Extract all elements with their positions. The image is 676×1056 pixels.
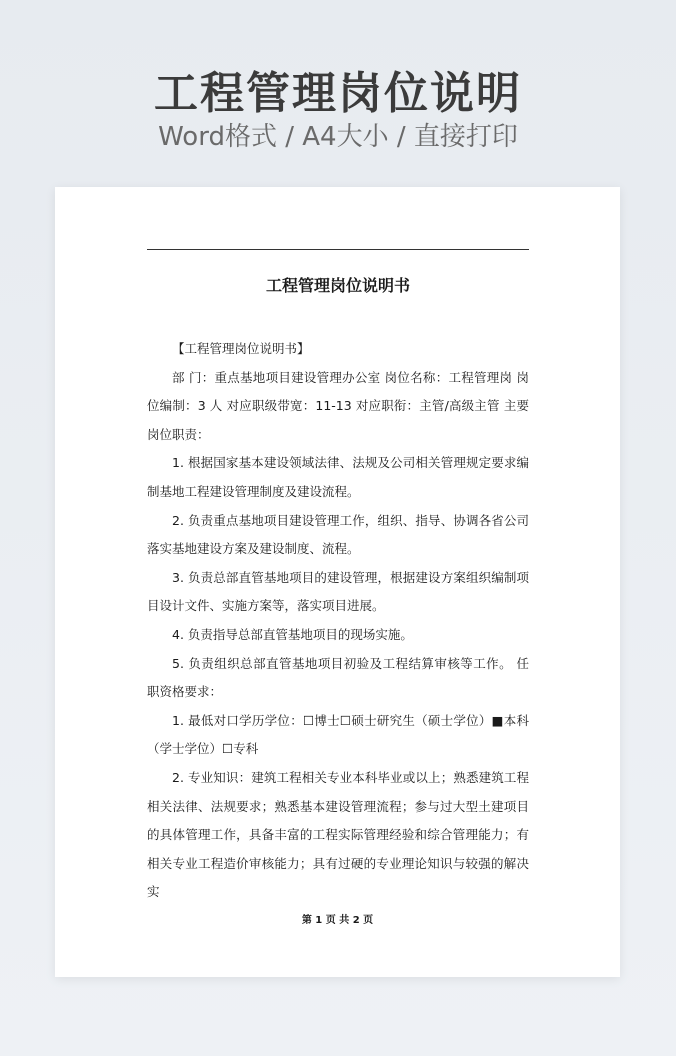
paragraph-duty-1: 1. 根据国家基本建设领域法律、法规及公司相关管理规定要求编制基地工程建设管理制度及建设流程。 — [147, 455, 529, 499]
paragraph-requirement-1: 1. 最低对口学历学位：☐博士☐硕士研究生（硕士学位）■本科（学士学位）☐专科 — [147, 712, 529, 757]
document-body — [147, 335, 529, 907]
banner-subtitle: Word格式 / A4大小 / 直接打印 — [158, 122, 518, 152]
document-page — [55, 187, 620, 977]
paragraph-duty-5: 5. 负责组织总部直管基地项目初验及工程结算审核等工作。 任职资格要求： — [147, 655, 529, 700]
paragraph-heading: 【工程管理岗位说明书】 — [172, 341, 310, 356]
document-title: 工程管理岗位说明书 — [265, 276, 410, 295]
paragraph-duty-2: 2. 负责重点基地项目建设管理工作，组织、指导、协调各省公司落实基地建设方案及建设制度、流程。 — [147, 512, 529, 557]
banner-title: 工程管理岗位说明 — [154, 68, 522, 119]
paragraph-duty-3: 3. 负责总部直管基地项目的建设管理，根据建设方案组织编制项目设计文件、实施方案等，落实项目进展。 — [147, 569, 529, 614]
paragraph-duty-4: 4. 负责指导总部直管基地项目的现场实施。 — [172, 626, 413, 642]
paragraph-position-info: 部 门：重点基地项目建设管理办公室 岗位名称：工程管理岗 岗位编制：3 人 对应职级带宽：11-13 对应职衔：主管/高级主管 主要岗位职责： — [147, 369, 529, 442]
page-footer: 第 1 页 共 2 页 — [301, 915, 374, 926]
paragraph-requirement-2: 2. 专业知识：建筑工程相关专业本科毕业或以上；熟悉建筑工程相关法律、法规要求；熟悉基本建设管理流程；参与过大型土建项目的具体管理工作，具备丰富的工程实际管理经验和综合管理能力；有相关专业工程造价审核能力；具有过硬的专业理论知识与较强的解决实 — [147, 769, 529, 900]
header-rule — [147, 249, 529, 250]
